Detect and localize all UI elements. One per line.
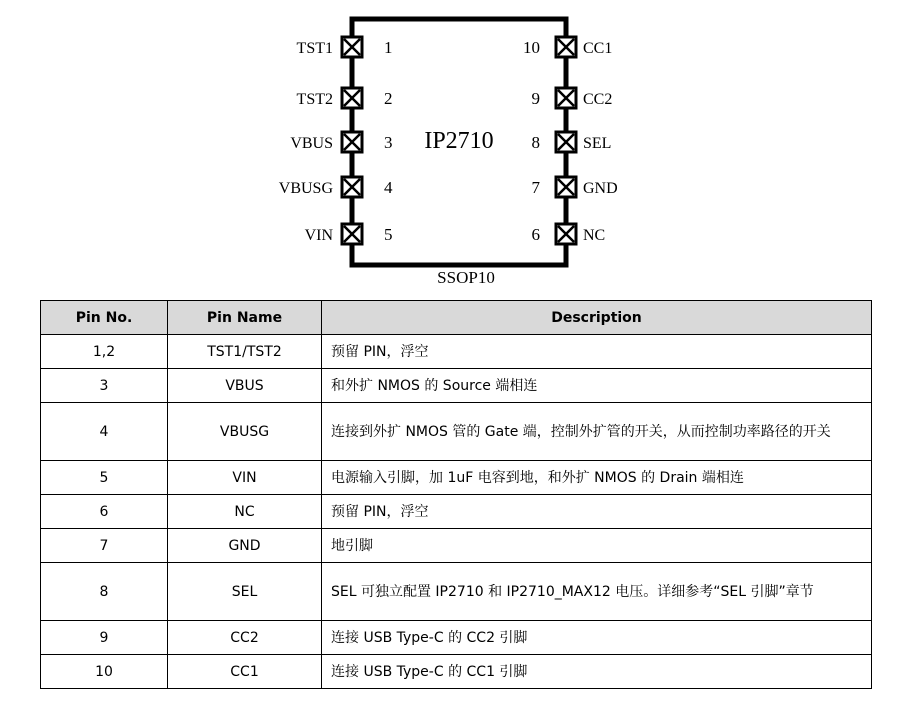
pin-name-cell: VBUSG	[168, 403, 322, 461]
header-pin-no: Pin No.	[41, 301, 168, 335]
description-cell: 预留 PIN，浮空	[322, 495, 872, 529]
description-cell: 电源输入引脚，加 1uF 电容到地，和外扩 NMOS 的 Drain 端相连	[322, 461, 872, 495]
pin-no-cell: 1,2	[41, 335, 168, 369]
table-row	[41, 621, 872, 655]
description-cell: SEL 可独立配置 IP2710 和 IP2710_MAX12 电压。详细参考“SEL 引脚”章节	[322, 563, 872, 621]
package-label: SSOP10	[437, 268, 495, 287]
pin-label: VBUSG	[278, 180, 333, 197]
pin-no-cell: 5	[41, 461, 168, 495]
pin-name-cell: VBUS	[168, 369, 322, 403]
pin-name-cell: VIN	[168, 461, 322, 495]
pin-label: TST1	[296, 40, 333, 57]
pin-no-cell: 10	[41, 655, 168, 689]
pin-no-cell: 8	[41, 563, 168, 621]
pin-number: 4	[384, 178, 393, 197]
table-row	[41, 655, 872, 689]
pin-label: CC1	[583, 40, 613, 57]
table-header-row	[41, 301, 872, 335]
pin-label: VIN	[304, 227, 333, 244]
table-row	[41, 495, 872, 529]
table-row	[41, 369, 872, 403]
table-row	[41, 335, 872, 369]
pin-number: 8	[531, 133, 540, 152]
pin-label: TST2	[296, 91, 333, 108]
pin-no-cell: 7	[41, 529, 168, 563]
table-row	[41, 563, 872, 621]
pin-number: 6	[531, 225, 540, 244]
pin-no-cell: 6	[41, 495, 168, 529]
pin-name-cell: TST1/TST2	[168, 335, 322, 369]
pin-number: 2	[384, 89, 393, 108]
pin-name-cell: CC1	[168, 655, 322, 689]
pin-label: SEL	[583, 135, 612, 152]
pin-name-cell: GND	[168, 529, 322, 563]
pin-number: 10	[523, 38, 540, 57]
description-cell: 地引脚	[322, 529, 872, 563]
pin-name-cell: NC	[168, 495, 322, 529]
description-cell: 连接 USB Type-C 的 CC1 引脚	[322, 655, 872, 689]
description-cell: 连接 USB Type-C 的 CC2 引脚	[322, 621, 872, 655]
table-row	[41, 461, 872, 495]
table-row	[41, 403, 872, 461]
pin-label: VBUS	[290, 135, 333, 152]
pin-number: 9	[531, 89, 540, 108]
table-row	[41, 529, 872, 563]
description-cell: 预留 PIN，浮空	[322, 335, 872, 369]
pin-number: 7	[531, 178, 540, 197]
description-cell: 连接到外扩 NMOS 管的 Gate 端，控制外扩管的开关，从而控制功率路径的开关	[322, 403, 872, 461]
chip-name: IP2710	[424, 128, 494, 154]
pin-no-cell: 9	[41, 621, 168, 655]
header-description: Description	[322, 301, 872, 335]
pin-name-cell: SEL	[168, 563, 322, 621]
pin-no-cell: 4	[41, 403, 168, 461]
header-pin-name: Pin Name	[168, 301, 322, 335]
pin-description-table	[40, 300, 872, 689]
pin-number: 5	[384, 225, 393, 244]
pin-label: NC	[583, 227, 606, 244]
pin-number: 1	[384, 38, 393, 57]
pinout-diagram	[0, 0, 904, 300]
pin-label: CC2	[583, 91, 613, 108]
pin-name-cell: CC2	[168, 621, 322, 655]
pin-no-cell: 3	[41, 369, 168, 403]
pin-number: 3	[384, 133, 393, 152]
pin-label: GND	[583, 180, 618, 197]
description-cell: 和外扩 NMOS 的 Source 端相连	[322, 369, 872, 403]
